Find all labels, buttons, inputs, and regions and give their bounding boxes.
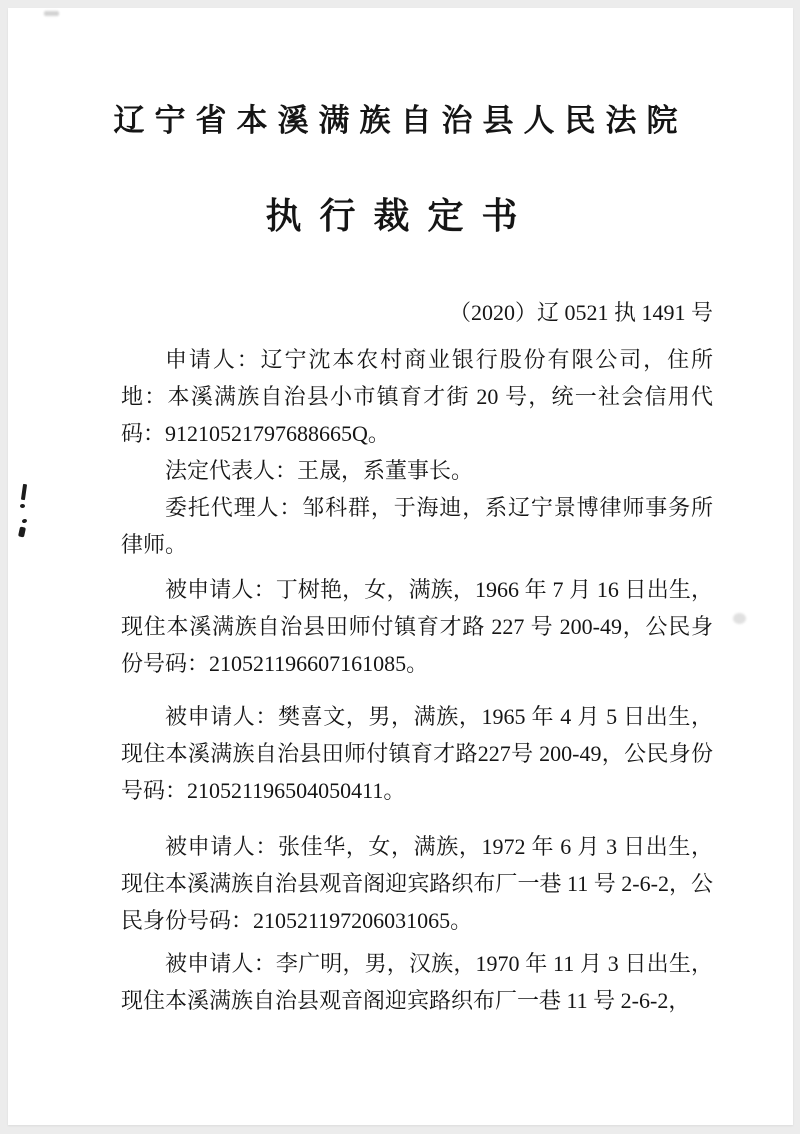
document-title: 执行裁定书 [265,196,536,236]
paragraph-applicant: 申请人：辽宁沈本农村商业银行股份有限公司，住所地：本溪满族自治县小市镇育才街 20 号，统一社会信用代码：91210521797688665Q。 [121,347,713,446]
paragraph-respondent-4: 被申请人：李广明，男，汉族，1970 年 11 月 3 日出生，现住本溪满族自治县观音阁迎宾路织布厂一巷 11 号 2-6-2， [121,951,713,1013]
court-name-heading: 辽宁省本溪满族自治县人民法院 [113,103,688,138]
paragraph-respondent-2: 被申请人：樊喜文，男，满族，1965 年 4 月 5 日出生，现住本溪满族自治县田师付镇育才路227号 200-49，公民身份号码：210521196504050411。 [121,704,713,803]
paragraph-respondent-3: 被申请人：张佳华，女，满族，1972 年 6 月 3 日出生，现住本溪满族自治县观音阁迎宾路织布厂一巷 11 号 2-6-2，公民身份号码：210521197206031065。 [121,834,713,933]
ink-mark-left-edge-lower [16,519,34,547]
ink-smudge-top-left [44,11,59,16]
document-page [8,8,793,1125]
paragraph-respondent-1: 被申请人：丁树艳，女，满族，1966 年 7 月 16 日出生，现住本溪满族自治县田师付镇育才路 227 号 200-49，公民身份号码：210521196607161085。 [121,577,713,676]
case-number: （2020）辽 0521 执 1491 号 [448,300,713,325]
ink-mark-left-edge-upper [18,484,34,518]
document-body [121,341,713,1019]
paragraph-entrusted-agents: 委托代理人：邹科群，于海迪，系辽宁景博律师事务所律师。 [121,495,713,557]
paragraph-legal-representative: 法定代表人：王晟，系董事长。 [165,458,474,483]
ink-smudge-right [733,613,746,624]
